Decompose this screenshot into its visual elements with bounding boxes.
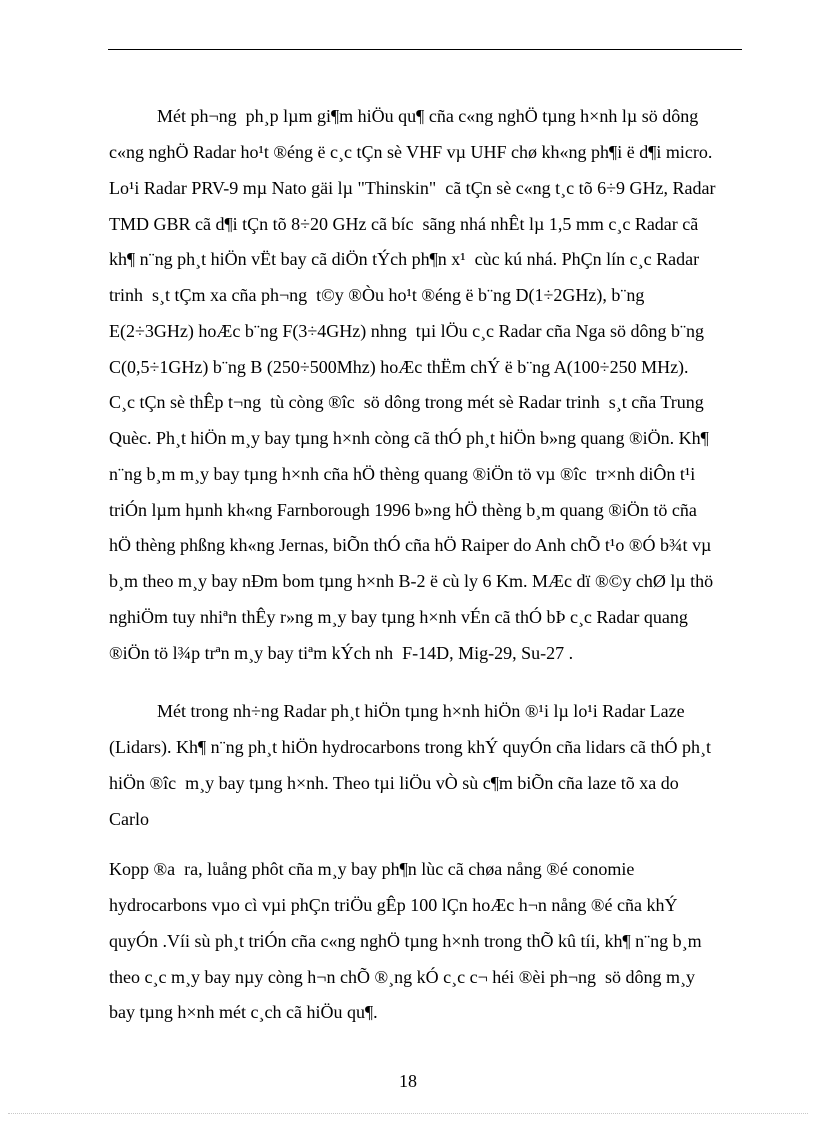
text-line: C(0,5÷1GHz) b¨ng B (250÷500Mhz) hoÆc thËm chÝ ë b¨ng A(100÷250 MHz).	[109, 357, 689, 377]
text-line: b¸m theo m¸y bay nÐm bom tµng h×nh B-2 ë cù ly 6 Km. MÆc dï ®©y chØ lµ thö	[109, 571, 714, 591]
text-line: ®iÖn tö l¾p trªn m¸y bay tiªm kÝch nh F-14D, Mig-29, Su-27 .	[109, 643, 574, 663]
text-line: Quèc. Ph¸t hiÖn m¸y bay tµng h×nh còng cã thÓ ph¸t hiÖn b»ng quang ®iÖn. Kh¶	[109, 428, 709, 448]
text-line: hÖ thèng phßng kh«ng Jernas, biÕn thÓ cña hÖ Raiper do Anh chÕ t¹o ®Ó b¾t vµ	[109, 535, 712, 555]
text-line: c«ng nghÖ Radar ho¹t ®éng ë c¸c tÇn sè VHF vµ UHF chø kh«ng ph¶i ë d¶i micro.	[109, 142, 713, 162]
text-line: E(2÷3GHz) hoÆc b¨ng F(3÷4GHz) nhng tµi lÖu c¸c Radar cña Nga sö dông b¨ng	[109, 321, 704, 341]
text-line: Lo¹i Radar PRV-9 mµ Nato gäi lµ "Thinskin" cã tÇn sè c«ng t¸c tõ 6÷9 GHz, Radar	[109, 178, 716, 198]
text-line: theo c¸c m¸y bay nµy còng h¬n chÕ ®¸ng kÓ c¸c c¬ héi ®èi ph¬ng sö dông m¸y	[109, 967, 696, 987]
text-line: triÓn lµm hµnh kh«ng Farnborough 1996 b»ng hÖ thèng b¸m quang ®iÖn tö cña	[109, 500, 697, 520]
text-line: Mét trong nh÷ng Radar ph¸t hiÖn tµng h×nh hiÖn ®¹i lµ lo¹i Radar Laze	[157, 701, 685, 721]
text-line: bay tµng h×nh mét c¸ch cã hiÖu qu¶.	[109, 1002, 378, 1022]
text-line: quyÓn .Víi sù ph¸t triÓn cña c«ng nghÖ tµng h×nh trong thÕ kû tíi, kh¶ n¨ng b¸m	[109, 931, 702, 951]
header-rule	[108, 49, 742, 50]
text-line: (Lidars). Kh¶ n¨ng ph¸t hiÖn hydrocarbons trong khÝ quyÓn cña lidars cã thÓ ph¸t	[109, 737, 712, 757]
text-line: hiÖn ®îc m¸y bay tµng h×nh. Theo tµi liÖu vÒ sù c¶m biÕn cña laze tõ xa do	[109, 773, 679, 793]
text-line: nghiÖm tuy nhiªn thÊy r»ng m¸y bay tµng h×nh vÉn cã thÓ bÞ c¸c Radar quang	[109, 607, 688, 627]
text-line: C¸c tÇn sè thÊp t¬ng tù còng ®îc sö dông trong mét sè Radar trinh s¸t cña Trung	[109, 392, 704, 412]
text-line: TMD GBR cã d¶i tÇn tõ 8÷20 GHz cã bíc sãng nhá nhÊt lµ 1,5 mm c¸c Radar cã	[109, 214, 699, 234]
text-line: Carlo	[109, 809, 149, 829]
footer-rule	[8, 1113, 808, 1114]
text-line: n¨ng b¸m m¸y bay tµng h×nh cña hÖ thèng quang ®iÖn tö vµ ®îc tr×nh diÔn t¹i	[109, 464, 696, 484]
text-line: Mét ph¬ng ph¸p lµm gi¶m hiÖu qu¶ cña c«ng nghÖ tµng h×nh lµ sö dông	[157, 106, 699, 126]
text-line: hydrocarbons vµo cì vµi phÇn triÖu gÊp 100 lÇn hoÆc h¬n nång ®é cña khÝ	[109, 895, 678, 915]
page-number: 18	[399, 1071, 417, 1091]
text-line: kh¶ n¨ng ph¸t hiÖn vËt bay cã diÖn tÝch ph¶n x¹ cùc kú nhá. PhÇn lín c¸c Radar	[109, 249, 700, 269]
text-line: trinh s¸t tÇm xa cña ph¬ng t©y ®Òu ho¹t ®éng ë b¨ng D(1÷2GHz), b¨ng	[109, 285, 645, 305]
text-line: Kopp ®a ra, luång phôt cña m¸y bay ph¶n lùc cã chøa nång ®é conomie	[109, 859, 635, 879]
